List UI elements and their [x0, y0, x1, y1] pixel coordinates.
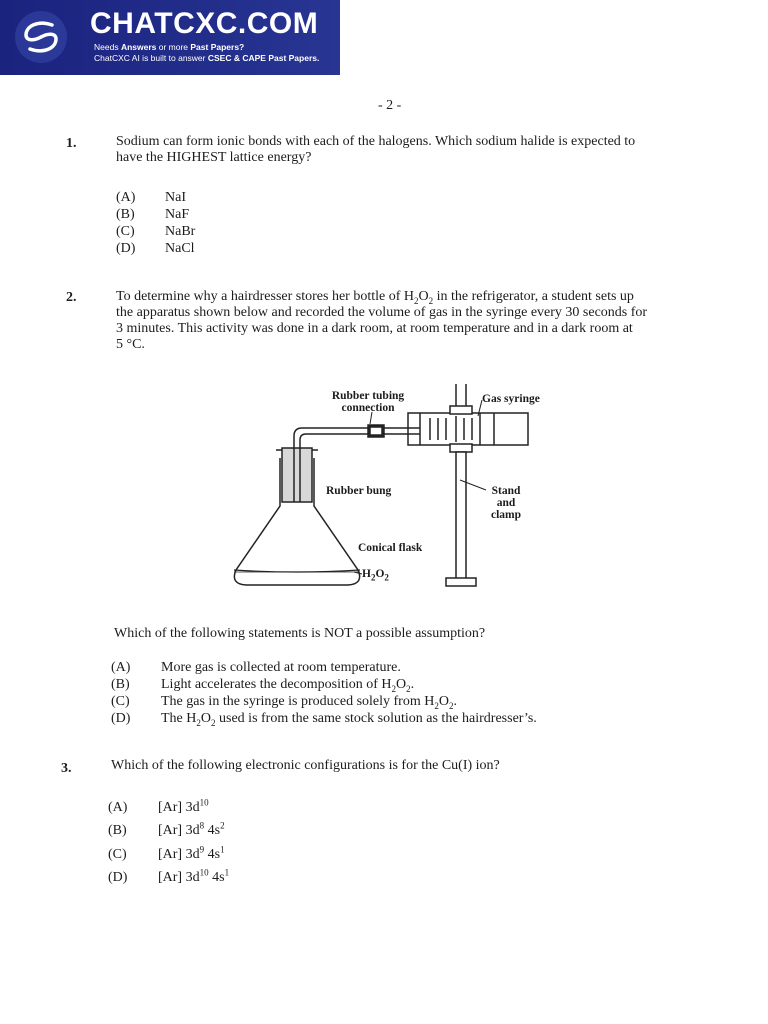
option-text: [Ar] $3d^8$ $4s^2$ — [158, 820, 225, 838]
label-stand-and-clamp: Stand and clamp — [490, 485, 522, 521]
question-1-text — [116, 134, 635, 166]
option-label: (D) — [111, 711, 131, 726]
option-text: [Ar] $3d^9$ $4s^1$ — [158, 844, 225, 862]
option-label: (B) — [111, 677, 130, 692]
label-conical-flask: Conical flask — [358, 542, 423, 554]
option-label: (A) — [111, 660, 131, 675]
question-1-line: have the HIGHEST lattice energy? — [116, 150, 312, 165]
option-label: (C) — [116, 224, 135, 239]
syringe-barrel — [408, 413, 528, 445]
question-2-line: To determine why a hairdresser stores her bottle of $H_2O_2$ in the refrigerator, a student sets up — [116, 289, 634, 306]
option-label: (B) — [116, 207, 135, 222]
option-label: (D) — [108, 870, 128, 885]
stand-rod — [456, 452, 466, 580]
question-2-number: 2. — [66, 290, 77, 305]
option-text: NaBr — [165, 224, 196, 239]
option-text: The $H_2O_2$ used is from the same stock solution as the hairdresser’s. — [161, 711, 537, 728]
question-1-number: 1. — [66, 136, 77, 151]
option-text: [Ar] $3d^{10}$ — [158, 797, 209, 815]
question-2-line: 5 °C. — [116, 337, 145, 352]
question-3-text: Which of the following electronic configurations is for the Cu(I) ion? — [111, 758, 500, 773]
label-rubber-bung: Rubber bung — [326, 485, 392, 497]
banner-tagline: Needs Answers or more Past Papers? — [94, 42, 245, 52]
banner-subtagline: ChatCXC AI is built to answer CSEC & CAPE Past Papers. — [94, 53, 320, 63]
label-gas-syringe: Gas syringe — [482, 393, 540, 405]
page-number: - 2 - — [378, 98, 402, 113]
stand-base — [446, 578, 476, 586]
question-1-line: Sodium can form ionic bonds with each of the halogens. Which sodium halide is expected to — [116, 134, 636, 149]
option-text: Light accelerates the decomposition of $H_2O_2$. — [161, 677, 415, 694]
option-label: (A) — [108, 800, 128, 815]
label-h2o2: $H_2O_2$ — [362, 568, 389, 583]
option-text: More gas is collected at room temperature. — [161, 660, 401, 675]
clamp — [450, 406, 472, 414]
question-3-number: 3. — [61, 761, 72, 776]
question-2-text — [116, 289, 728, 353]
banner-title: CHATCXC.COM — [90, 7, 319, 40]
option-text: [Ar] $3d^{10}$ $4s^1$ — [158, 867, 230, 885]
apparatus-diagram — [220, 380, 560, 595]
rubber-bung — [282, 448, 312, 502]
question-2-prompt: Which of the following statements is NOT a possible assumption? — [114, 626, 486, 641]
option-label: (D) — [116, 241, 136, 256]
option-text: NaCl — [165, 241, 195, 256]
option-label: (B) — [108, 823, 127, 838]
option-text: The gas in the syringe is produced solely from $H_2O_2$. — [161, 694, 457, 711]
label-rubber-tubing: Rubber tubing connection — [331, 390, 405, 414]
option-label: (A) — [116, 190, 136, 205]
chatcxc-banner[interactable] — [0, 0, 340, 75]
option-text: NaI — [165, 190, 186, 205]
question-2-line: 3 minutes. This activity was done in a dark room, at room temperature and in a dark room at — [116, 321, 633, 336]
option-text: NaF — [165, 207, 190, 222]
option-label: (C) — [111, 694, 130, 709]
question-2-line: the apparatus shown below and recorded the volume of gas in the syringe every 30 seconds for — [116, 305, 648, 320]
chatcxc-logo-icon — [8, 8, 78, 66]
option-label: (C) — [108, 847, 127, 862]
